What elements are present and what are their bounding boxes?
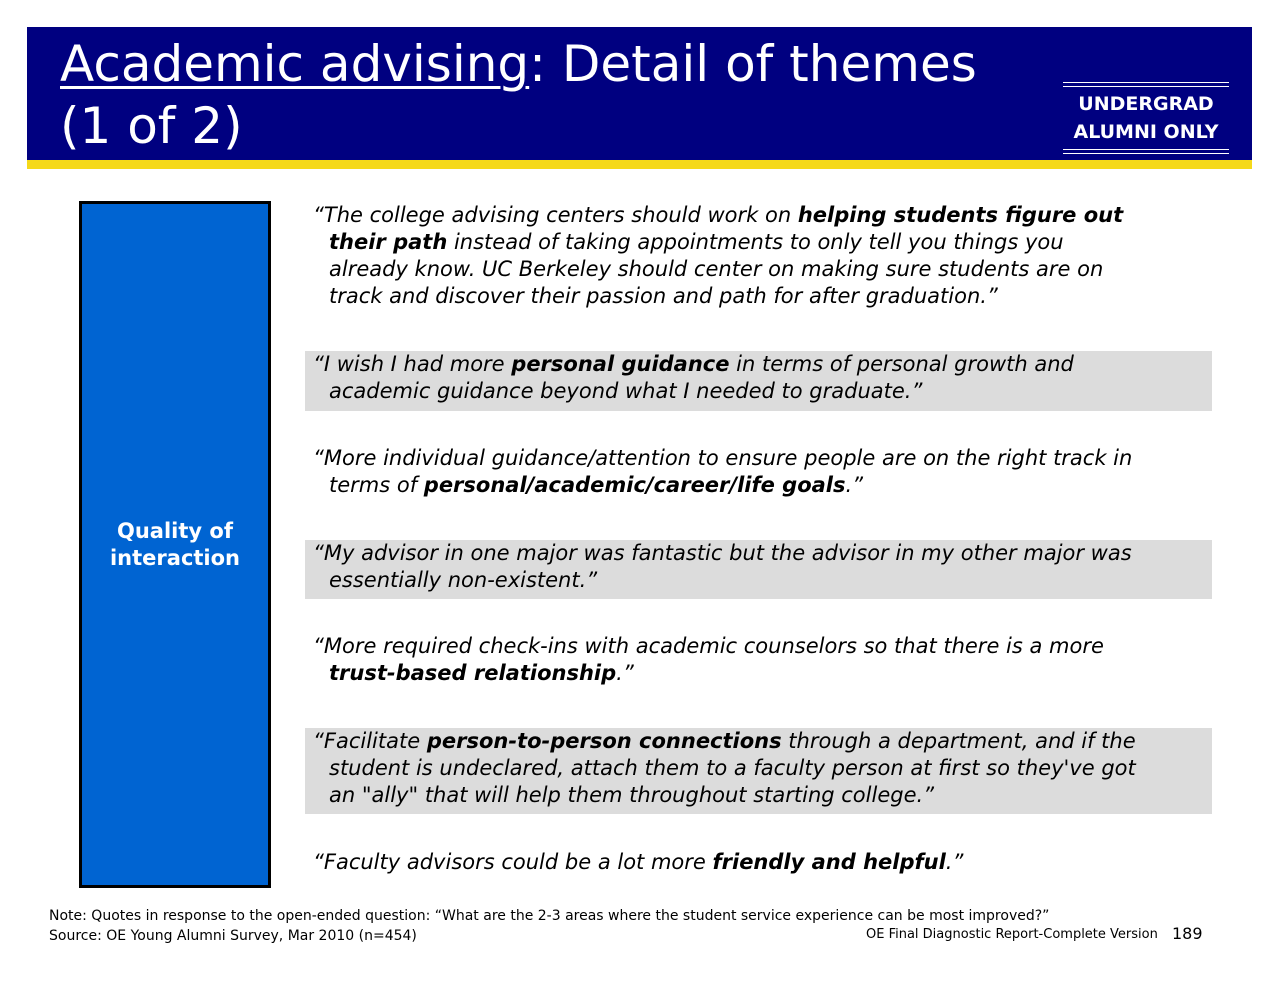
quote-5 bbox=[305, 633, 1212, 687]
quote-text: “More individual guidance/attention to ensure people are on the right track in bbox=[313, 446, 1133, 470]
category-label-line-2: interaction bbox=[109, 545, 241, 570]
quote-emphasis: helping students figure out bbox=[797, 203, 1124, 227]
quote-text: in terms of personal growth and bbox=[729, 352, 1074, 376]
theme-category-label bbox=[110, 518, 240, 572]
quote-text: student is undeclared, attach them to a faculty person at first so they've got bbox=[329, 756, 1136, 780]
quote-text: “Faculty advisors could be a lot more bbox=[313, 850, 713, 874]
quote-emphasis: their path bbox=[329, 230, 448, 254]
theme-category-box bbox=[79, 201, 271, 888]
quote-emphasis: friendly and helpful bbox=[712, 850, 946, 874]
quote-text: essentially non-existent.” bbox=[329, 568, 598, 592]
quote-3 bbox=[305, 445, 1212, 499]
quote-text: track and discover their passion and path for after graduation.” bbox=[329, 284, 998, 308]
quote-text: already know. UC Berkeley should center on making sure students are on bbox=[329, 257, 1104, 281]
title-subtitle: : Detail of themes bbox=[529, 35, 977, 93]
quote-emphasis: person-to-person connections bbox=[426, 729, 782, 753]
quote-emphasis: personal/academic/career/life goals bbox=[423, 473, 846, 497]
page-title bbox=[60, 33, 1050, 157]
quote-text: .” bbox=[845, 473, 864, 497]
title-part-indicator: (1 of 2) bbox=[60, 97, 243, 155]
quote-text: terms of bbox=[329, 473, 424, 497]
badge-line-1: UNDERGRAD bbox=[1078, 93, 1214, 115]
quote-2 bbox=[305, 351, 1212, 411]
quote-text: .” bbox=[945, 850, 964, 874]
header-accent-stripe bbox=[27, 160, 1252, 169]
quote-text: “More required check-ins with academic counselors so that there is a more bbox=[313, 634, 1104, 658]
quote-text: “I wish I had more bbox=[313, 352, 512, 376]
badge-bottom-rule bbox=[1063, 149, 1229, 154]
badge-line-2: ALUMNI ONLY bbox=[1073, 121, 1219, 143]
title-topic: Academic advising bbox=[60, 35, 530, 93]
quote-emphasis: personal guidance bbox=[511, 352, 730, 376]
footnote-question: Note: Quotes in response to the open-ended question: “What are the 2-3 areas where the student service experience can be most improved?” bbox=[49, 908, 1050, 924]
footnote-source: Source: OE Young Alumni Survey, Mar 2010 (n=454) bbox=[49, 928, 417, 944]
quote-text: an "ally" that will help them throughout starting college.” bbox=[329, 783, 935, 807]
quote-text: academic guidance beyond what I needed to graduate.” bbox=[329, 379, 923, 403]
page-number: 189 bbox=[1172, 924, 1203, 943]
quote-text: “Facilitate bbox=[313, 729, 427, 753]
quote-emphasis: trust-based relationship bbox=[329, 661, 617, 685]
report-name: OE Final Diagnostic Report-Complete Version bbox=[866, 927, 1158, 942]
quote-4 bbox=[305, 540, 1212, 599]
title-banner bbox=[27, 27, 1252, 160]
quote-7 bbox=[305, 849, 1212, 876]
quote-6 bbox=[305, 728, 1212, 814]
quote-text: .” bbox=[616, 661, 634, 685]
quote-text: through a department, and if the bbox=[781, 729, 1136, 753]
badge-top-rule bbox=[1063, 82, 1229, 87]
quote-1 bbox=[305, 202, 1212, 310]
category-label-line-1: Quality of bbox=[117, 518, 233, 543]
quote-text: instead of taking appointments to only tell you things you bbox=[447, 230, 1064, 254]
quote-text: “The college advising centers should work on bbox=[313, 203, 798, 227]
quote-text: “My advisor in one major was fantastic but the advisor in my other major was bbox=[313, 541, 1132, 565]
audience-badge bbox=[1063, 82, 1229, 154]
